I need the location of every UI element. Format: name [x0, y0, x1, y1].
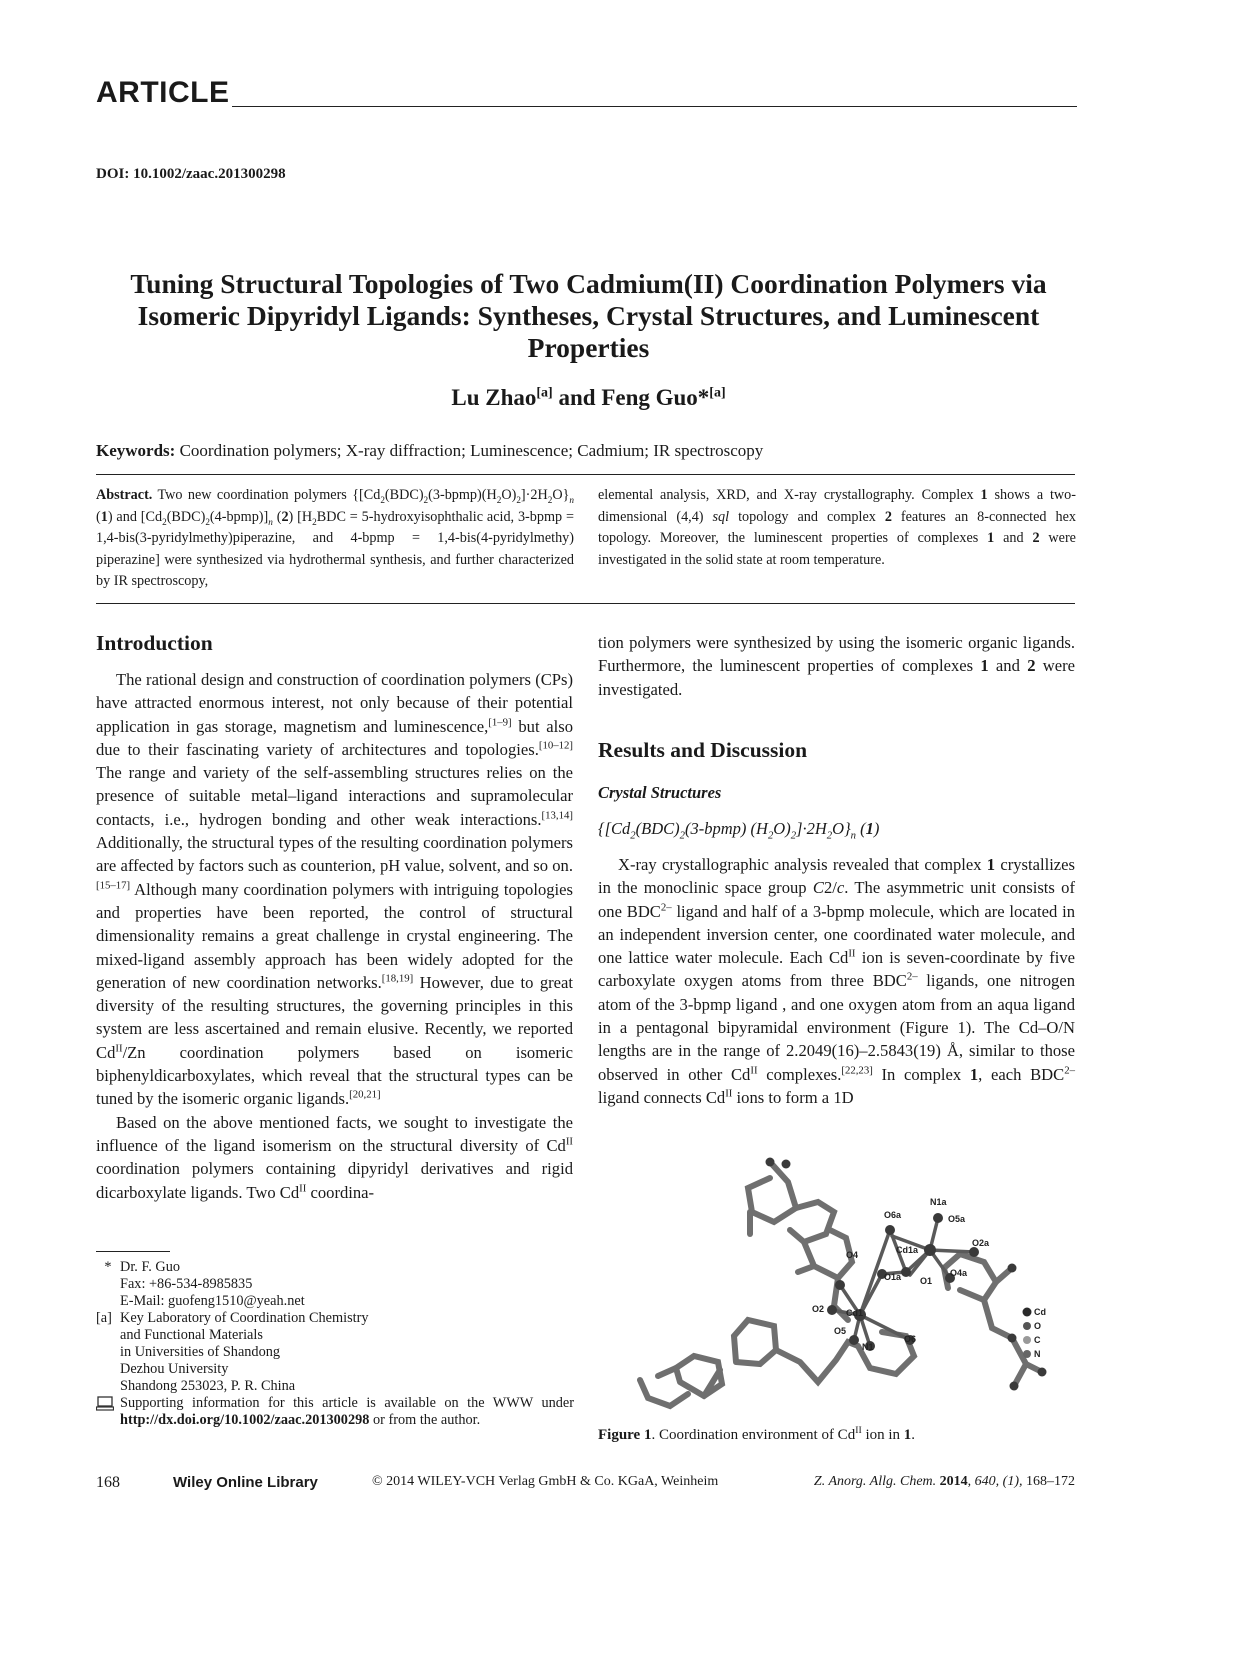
- doi: DOI: 10.1002/zaac.201300298: [96, 166, 286, 182]
- atom-label: O5: [834, 1326, 847, 1336]
- page-number: 168: [96, 1474, 120, 1491]
- legend-label: O: [1034, 1321, 1042, 1331]
- affiliation-line: Key Laboratory of Coordination Chemistry: [120, 1310, 369, 1326]
- corresponding-author: [96, 1259, 574, 1310]
- atom-label: N1: [862, 1342, 874, 1352]
- element-legend: [1023, 1307, 1047, 1359]
- results-body: [598, 853, 1075, 1109]
- author-name: Dr. F. Guo: [120, 1259, 181, 1275]
- results-heading: Results and Discussion: [598, 738, 808, 762]
- left-column: [96, 631, 573, 1204]
- figure-1-caption: [598, 1427, 915, 1444]
- atom-label: O6a: [884, 1210, 902, 1220]
- affiliation: [96, 1310, 574, 1395]
- atom-label: O6: [904, 1334, 917, 1344]
- affiliation-mark: [a]: [96, 1310, 112, 1326]
- authors: [96, 385, 1081, 411]
- email: E-Mail: guofeng1510@yeah.net: [120, 1293, 305, 1309]
- figure-caption-label: Figure 1: [598, 1427, 652, 1443]
- affiliation-line: Shandong 253023, P. R. China: [120, 1378, 296, 1394]
- atom-label: Cd1: [846, 1308, 864, 1318]
- abstract-label: Abstract.: [96, 487, 153, 503]
- atom-label: Cd1a: [896, 1245, 919, 1255]
- wiley-online-library: Wiley Online Library: [173, 1474, 318, 1491]
- legend-label: C: [1034, 1335, 1041, 1345]
- paper-title: Tuning Structural Topologies of Two Cadmium(II) Coordination Polymers via Isomeric Dipyridyl Ligands: Syntheses, Crystal Structures, and Luminescent Properties: [130, 268, 1047, 363]
- intro-heading: Introduction: [96, 631, 213, 655]
- author-2-affiliation: [a]: [709, 385, 726, 401]
- atom-label: O1: [920, 1276, 933, 1286]
- atom-label: O2: [812, 1304, 825, 1314]
- keywords-label: Keywords:: [96, 441, 176, 460]
- atom-label: O4a: [950, 1268, 968, 1278]
- intro-continuation: [598, 631, 1075, 701]
- intro-body: [96, 668, 573, 1204]
- keywords: [96, 441, 1081, 461]
- article-label: ARTICLE: [96, 76, 230, 109]
- computer-icon: [96, 1395, 120, 1429]
- abstract-left-text: Two new coordination polymers $\{[Cd_2(BDC)_2(3-bpmp)(H_2O)_2]\cdot 2H_2O\}_n$ (1) and $[Cd_2(BDC)_2(4-bpmp)]_n$ (2) [$H_2BDC$ = 5-hydroxyisophthalic acid, 3-bpmp = 1,4-bis(3-pyridylmethy)piperazine, and 4-bpmp = 1,4-bis(4-pyridylmethy) piperazine] were synthesized via hydrothermal synthesis, and further characterized by IR spectroscopy,: [96, 487, 574, 589]
- atom-label: O1a: [884, 1272, 902, 1282]
- abstract-left: [96, 485, 574, 593]
- author-1: Lu Zhao: [451, 385, 537, 410]
- legend-label: Cd: [1034, 1307, 1046, 1317]
- figure-caption-text: . Coordination environment of $Cd^{II}$ ion in 1.: [651, 1425, 916, 1443]
- intro-paragraph-1: The rational design and construction of coordination polymers (CPs) have attracted enormous interest, not only because of their potential application in gas storage, magnetism and luminescence,[1–9] but also due to their fascinating variety of architectures and topologies.[10–12] The range and variety of the self-assembling structures relies on the presence of suitable metal–ligand interactions and supramolecular contacts, i.e., hydrogen bonding and other weak interactions.[13,14] Additionally, the structural types of the resulting coordination polymers are affected by factors such as counterion, pH value, solvent, and so on.[15–17] Although many coordination polymers with intriguing topologies and properties have been reported, the control of structural dimensionality remains a great challenge in crystal engineering. The mixed-ligand assembly approach has been widely adopted for the generation of new coordination networks.[18,19] However, due to great diversity of the resulting structures, the governing principles in this system are less ascertained and remain elusive. Recently, we reported $Cd^{II}/Zn$ coordination polymers based on isomeric biphenyldicarboxylates, which reveal that the structural types can be tuned by the isomeric organic ligands.[20,21]: [96, 670, 574, 1109]
- journal-citation: Z. Anorg. Allg. Chem. 2014, 640, (1), 168–172: [813, 1474, 1075, 1489]
- atom-label: O5a: [948, 1214, 966, 1224]
- abstract-top-rule: [96, 474, 1075, 475]
- complex-1-formula: {[$Cd_2(BDC)_2(3-bpmp)$ $(H_2O)_2]\cdot 2H_2O\}_n$ (1): [598, 819, 880, 842]
- affiliation-line: Dezhou University: [120, 1361, 229, 1377]
- coordination-structure-image: [600, 1150, 1078, 1418]
- supporting-info: [96, 1395, 574, 1429]
- abstract-bottom-rule: [96, 603, 1075, 604]
- results-paragraph-1: X-ray crystallographic analysis revealed that complex 1 crystallizes in the monoclinic space group C2/c. The asymmetric unit consists of one $BDC^{2-}$ ligand and half of a 3-bpmp molecule, which are located in an independent inversion center, one coordinated water molecule, and one lattice water molecule. Each $Cd^{II}$ ion is seven-coordinate by five carboxylate oxygen atoms from three $BDC^{2-}$ ligands, one nitrogen atom of the 3-bpmp ligand , and one oxygen atom from an aqua ligand in a pentagonal bipyramidal environment (Figure 1). The Cd–O/N lengths are in the range of 2.2049(16)–2.5843(19) Å, similar to those observed in other $Cd^{II}$ complexes.[22,23] In complex 1, each $BDC^{2-}$ ligand connects $Cd^{II}$ ions to form a 1D: [598, 855, 1075, 1107]
- header-rule: [232, 106, 1077, 107]
- legend-label: N: [1034, 1349, 1041, 1359]
- affiliation-line: in Universities of Shandong: [120, 1344, 281, 1360]
- author-2: Feng Guo*: [601, 385, 710, 410]
- keywords-text: Coordination polymers; X-ray diffraction; Luminescence; Cadmium; IR spectroscopy: [175, 441, 764, 460]
- intro-paragraph-2-cont: tion polymers were synthesized by using the isomeric organic ligands. Furthermore, the luminescent properties of complexes 1 and 2 were investigated.: [598, 633, 1076, 699]
- supporting-info-text: Supporting information for this article is available on the WWW under http://dx.doi.org/10.1002/zaac.201300298 or from the author.: [120, 1395, 574, 1428]
- atom-label: O4: [846, 1250, 859, 1260]
- authors-conjunction: and: [552, 385, 602, 410]
- abstract-right: elemental analysis, XRD, and X-ray crystallography. Complex 1 shows a two-dimensional (4,4) sql topology and complex 2 features an 8-connected hex topology. Moreover, the luminescent properties of complexes 1 and 2 were investigated in the solid state at room temperature.: [598, 487, 1076, 568]
- footnotes: [96, 1259, 574, 1429]
- affiliation-line: and Functional Materials: [120, 1327, 263, 1343]
- fax: Fax: +86-534-8985835: [120, 1276, 253, 1292]
- intro-paragraph-2: Based on the above mentioned facts, we sought to investigate the influence of the ligand isomerism on the structural diversity of $Cd^{II}$ coordination polymers containing dipyridyl derivatives and rigid dicarboxylate ligands. Two $Cd^{II}$ coordina-: [96, 1112, 573, 1202]
- star-mark: *: [104, 1259, 112, 1275]
- crystal-structures-subheading: Crystal Structures: [598, 783, 722, 802]
- atom-label: O2a: [972, 1238, 990, 1248]
- atom-label: N1a: [930, 1197, 947, 1207]
- footnote-rule: [96, 1251, 170, 1252]
- figure-1: [600, 1150, 1078, 1418]
- author-1-affiliation: [a]: [536, 385, 553, 401]
- copyright: © 2014 WILEY-VCH Verlag GmbH & Co. KGaA, Weinheim: [372, 1474, 719, 1489]
